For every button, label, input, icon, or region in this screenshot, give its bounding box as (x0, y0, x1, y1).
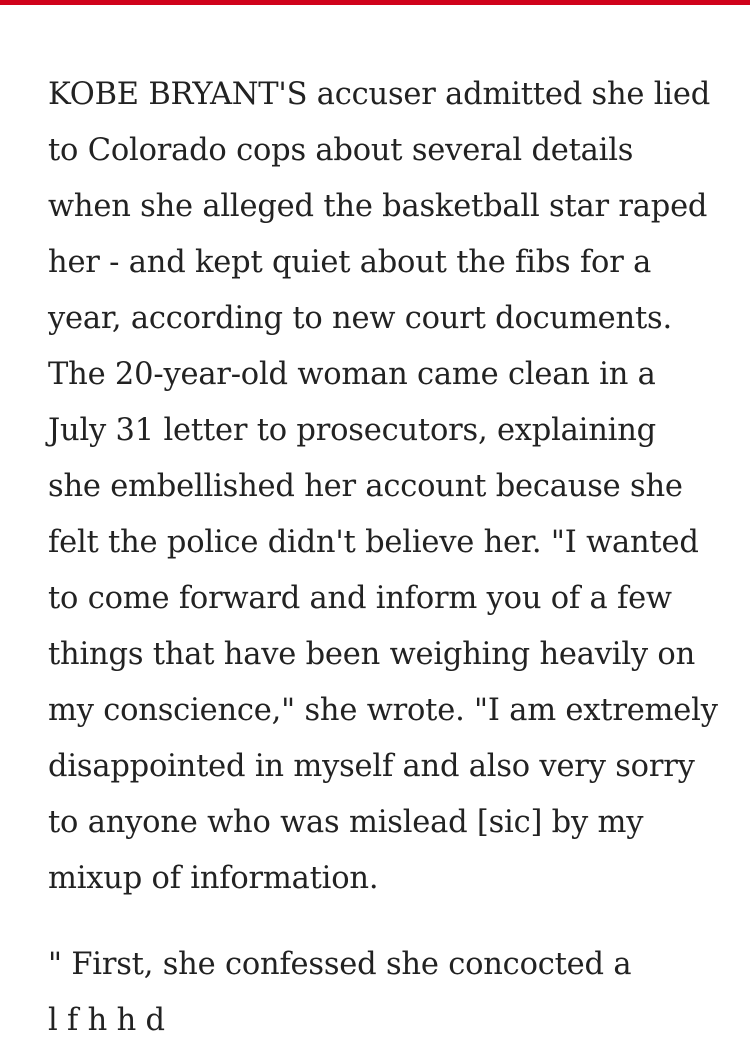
text-line: when she alleged the basketball star raped (48, 189, 708, 224)
text-line: KOBE BRYANT'S accuser admitted she lied (48, 77, 711, 112)
article-body (48, 67, 718, 1049)
text-line: her - and kept quiet about the fibs for a (48, 245, 652, 280)
text-line: to come forward and inform you of a few (48, 581, 672, 616)
text-line: things that have been weighing heavily on (48, 637, 696, 672)
text-line: mixup of information. (48, 861, 379, 896)
text-line: to Colorado cops about several details (48, 133, 634, 168)
text-line-cut-off: l f h h d (48, 1003, 165, 1038)
text-line: my conscience," she wrote. "I am extremely (48, 693, 718, 728)
article-paragraph-2 (48, 937, 703, 1049)
text-line: year, according to new court documents. (48, 301, 672, 336)
text-line: " First, she confessed she concocted a (48, 947, 632, 982)
article-paragraph-1 (48, 67, 718, 907)
text-line: July 31 letter to prosecutors, explaining (48, 413, 656, 448)
text-line: disappointed in myself and also very sorry (48, 749, 695, 784)
text-line: to anyone who was mislead [sic] by my (48, 805, 644, 840)
text-line: felt the police didn't believe her. "I wanted (48, 525, 699, 560)
text-line: The 20-year-old woman came clean in a (48, 357, 656, 392)
paragraph-gap (48, 907, 703, 937)
text-line: she embellished her account because she (48, 469, 683, 504)
top-accent-bar (0, 0, 750, 5)
